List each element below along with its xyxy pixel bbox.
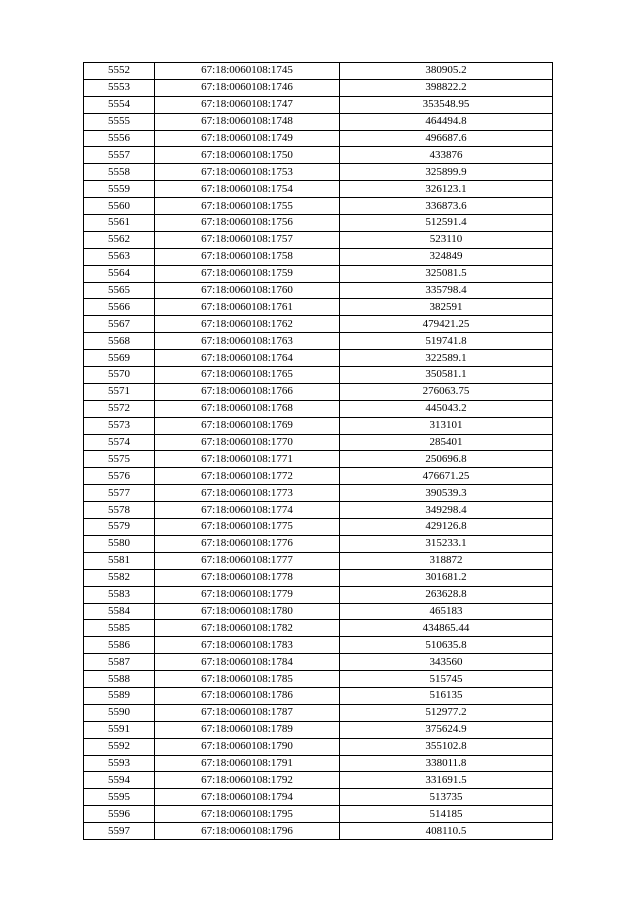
table-row bbox=[84, 79, 553, 96]
table-row bbox=[84, 181, 553, 198]
value-cell: 355102.8 bbox=[340, 738, 553, 755]
table-row bbox=[84, 265, 553, 282]
value-cell: 325899.9 bbox=[340, 164, 553, 181]
value-cell: 445043.2 bbox=[340, 400, 553, 417]
value-cell: 322589.1 bbox=[340, 350, 553, 367]
value-cell: 519741.8 bbox=[340, 333, 553, 350]
table-row bbox=[84, 721, 553, 738]
row-number-cell: 5578 bbox=[84, 502, 155, 519]
row-number-cell: 5558 bbox=[84, 164, 155, 181]
cadastral-number-cell: 67:18:0060108:1764 bbox=[155, 350, 340, 367]
table-row bbox=[84, 113, 553, 130]
cadastral-number-cell: 67:18:0060108:1778 bbox=[155, 569, 340, 586]
value-cell: 349298.4 bbox=[340, 502, 553, 519]
cadastral-number-cell: 67:18:0060108:1757 bbox=[155, 231, 340, 248]
value-cell: 250696.8 bbox=[340, 451, 553, 468]
row-number-cell: 5556 bbox=[84, 130, 155, 147]
row-number-cell: 5571 bbox=[84, 383, 155, 400]
row-number-cell: 5567 bbox=[84, 316, 155, 333]
cadastral-number-cell: 67:18:0060108:1772 bbox=[155, 468, 340, 485]
row-number-cell: 5591 bbox=[84, 721, 155, 738]
cadastral-number-cell: 67:18:0060108:1776 bbox=[155, 535, 340, 552]
value-cell: 285401 bbox=[340, 434, 553, 451]
cadastral-number-cell: 67:18:0060108:1789 bbox=[155, 721, 340, 738]
table-row bbox=[84, 485, 553, 502]
cadastral-number-cell: 67:18:0060108:1790 bbox=[155, 738, 340, 755]
cadastral-number-cell: 67:18:0060108:1747 bbox=[155, 96, 340, 113]
row-number-cell: 5572 bbox=[84, 400, 155, 417]
value-cell: 276063.75 bbox=[340, 383, 553, 400]
table-row bbox=[84, 620, 553, 637]
table-row bbox=[84, 383, 553, 400]
value-cell: 335798.4 bbox=[340, 282, 553, 299]
value-cell: 512977.2 bbox=[340, 704, 553, 721]
cadastral-number-cell: 67:18:0060108:1769 bbox=[155, 417, 340, 434]
row-number-cell: 5585 bbox=[84, 620, 155, 637]
table-row bbox=[84, 704, 553, 721]
row-number-cell: 5586 bbox=[84, 637, 155, 654]
cadastral-number-cell: 67:18:0060108:1768 bbox=[155, 400, 340, 417]
row-number-cell: 5582 bbox=[84, 569, 155, 586]
row-number-cell: 5570 bbox=[84, 367, 155, 384]
value-cell: 390539.3 bbox=[340, 485, 553, 502]
table-row bbox=[84, 434, 553, 451]
cadastral-number-cell: 67:18:0060108:1796 bbox=[155, 823, 340, 840]
row-number-cell: 5592 bbox=[84, 738, 155, 755]
table-row bbox=[84, 502, 553, 519]
cadastral-number-cell: 67:18:0060108:1754 bbox=[155, 181, 340, 198]
table-row bbox=[84, 96, 553, 113]
cadastral-number-cell: 67:18:0060108:1782 bbox=[155, 620, 340, 637]
value-cell: 343560 bbox=[340, 654, 553, 671]
cadastral-number-cell: 67:18:0060108:1792 bbox=[155, 772, 340, 789]
row-number-cell: 5593 bbox=[84, 755, 155, 772]
cadastral-number-cell: 67:18:0060108:1765 bbox=[155, 367, 340, 384]
row-number-cell: 5555 bbox=[84, 113, 155, 130]
row-number-cell: 5584 bbox=[84, 603, 155, 620]
value-cell: 375624.9 bbox=[340, 721, 553, 738]
cadastral-number-cell: 67:18:0060108:1762 bbox=[155, 316, 340, 333]
table-row bbox=[84, 552, 553, 569]
row-number-cell: 5559 bbox=[84, 181, 155, 198]
table-row bbox=[84, 63, 553, 80]
row-number-cell: 5565 bbox=[84, 282, 155, 299]
table-row bbox=[84, 755, 553, 772]
row-number-cell: 5589 bbox=[84, 687, 155, 704]
row-number-cell: 5561 bbox=[84, 215, 155, 232]
cadastral-number-cell: 67:18:0060108:1760 bbox=[155, 282, 340, 299]
value-cell: 464494.8 bbox=[340, 113, 553, 130]
cadastral-number-cell: 67:18:0060108:1783 bbox=[155, 637, 340, 654]
table-row bbox=[84, 248, 553, 265]
value-cell: 512591.4 bbox=[340, 215, 553, 232]
table-row bbox=[84, 586, 553, 603]
row-number-cell: 5553 bbox=[84, 79, 155, 96]
table-row bbox=[84, 738, 553, 755]
value-cell: 350581.1 bbox=[340, 367, 553, 384]
cadastral-number-cell: 67:18:0060108:1753 bbox=[155, 164, 340, 181]
table-row bbox=[84, 569, 553, 586]
cadastral-number-cell: 67:18:0060108:1766 bbox=[155, 383, 340, 400]
table-row bbox=[84, 231, 553, 248]
value-cell: 496687.6 bbox=[340, 130, 553, 147]
table-row bbox=[84, 806, 553, 823]
row-number-cell: 5577 bbox=[84, 485, 155, 502]
value-cell: 263628.8 bbox=[340, 586, 553, 603]
row-number-cell: 5562 bbox=[84, 231, 155, 248]
table-row bbox=[84, 147, 553, 164]
table-row bbox=[84, 789, 553, 806]
table-row bbox=[84, 654, 553, 671]
table-row bbox=[84, 823, 553, 840]
row-number-cell: 5595 bbox=[84, 789, 155, 806]
value-cell: 331691.5 bbox=[340, 772, 553, 789]
table-row bbox=[84, 519, 553, 536]
row-number-cell: 5563 bbox=[84, 248, 155, 265]
value-cell: 433876 bbox=[340, 147, 553, 164]
cadastral-number-cell: 67:18:0060108:1756 bbox=[155, 215, 340, 232]
value-cell: 380905.2 bbox=[340, 63, 553, 80]
table-row bbox=[84, 671, 553, 688]
row-number-cell: 5580 bbox=[84, 535, 155, 552]
row-number-cell: 5583 bbox=[84, 586, 155, 603]
cadastral-number-cell: 67:18:0060108:1775 bbox=[155, 519, 340, 536]
cadastral-number-cell: 67:18:0060108:1770 bbox=[155, 434, 340, 451]
cadastral-number-cell: 67:18:0060108:1758 bbox=[155, 248, 340, 265]
value-cell: 324849 bbox=[340, 248, 553, 265]
cadastral-number-cell: 67:18:0060108:1785 bbox=[155, 671, 340, 688]
table-row bbox=[84, 316, 553, 333]
value-cell: 465183 bbox=[340, 603, 553, 620]
value-cell: 325081.5 bbox=[340, 265, 553, 282]
value-cell: 326123.1 bbox=[340, 181, 553, 198]
row-number-cell: 5596 bbox=[84, 806, 155, 823]
cadastral-number-cell: 67:18:0060108:1750 bbox=[155, 147, 340, 164]
value-cell: 313101 bbox=[340, 417, 553, 434]
table-row bbox=[84, 299, 553, 316]
cadastral-number-cell: 67:18:0060108:1786 bbox=[155, 687, 340, 704]
value-cell: 434865.44 bbox=[340, 620, 553, 637]
value-cell: 516135 bbox=[340, 687, 553, 704]
row-number-cell: 5568 bbox=[84, 333, 155, 350]
table-row bbox=[84, 451, 553, 468]
row-number-cell: 5579 bbox=[84, 519, 155, 536]
table-row bbox=[84, 164, 553, 181]
table-row bbox=[84, 215, 553, 232]
value-cell: 523110 bbox=[340, 231, 553, 248]
cadastral-number-cell: 67:18:0060108:1755 bbox=[155, 198, 340, 215]
row-number-cell: 5587 bbox=[84, 654, 155, 671]
row-number-cell: 5569 bbox=[84, 350, 155, 367]
value-cell: 336873.6 bbox=[340, 198, 553, 215]
row-number-cell: 5581 bbox=[84, 552, 155, 569]
table-row bbox=[84, 772, 553, 789]
value-cell: 513735 bbox=[340, 789, 553, 806]
cadastral-number-cell: 67:18:0060108:1771 bbox=[155, 451, 340, 468]
value-cell: 479421.25 bbox=[340, 316, 553, 333]
row-number-cell: 5575 bbox=[84, 451, 155, 468]
value-cell: 476671.25 bbox=[340, 468, 553, 485]
data-table bbox=[83, 62, 553, 840]
table-row bbox=[84, 333, 553, 350]
value-cell: 429126.8 bbox=[340, 519, 553, 536]
cadastral-number-cell: 67:18:0060108:1748 bbox=[155, 113, 340, 130]
cadastral-number-cell: 67:18:0060108:1779 bbox=[155, 586, 340, 603]
value-cell: 398822.2 bbox=[340, 79, 553, 96]
value-cell: 318872 bbox=[340, 552, 553, 569]
value-cell: 514185 bbox=[340, 806, 553, 823]
table-row bbox=[84, 130, 553, 147]
cadastral-number-cell: 67:18:0060108:1749 bbox=[155, 130, 340, 147]
cadastral-number-cell: 67:18:0060108:1795 bbox=[155, 806, 340, 823]
value-cell: 338011.8 bbox=[340, 755, 553, 772]
cadastral-number-cell: 67:18:0060108:1761 bbox=[155, 299, 340, 316]
row-number-cell: 5552 bbox=[84, 63, 155, 80]
row-number-cell: 5588 bbox=[84, 671, 155, 688]
row-number-cell: 5564 bbox=[84, 265, 155, 282]
table-row bbox=[84, 367, 553, 384]
table-row bbox=[84, 687, 553, 704]
cadastral-number-cell: 67:18:0060108:1791 bbox=[155, 755, 340, 772]
cadastral-number-cell: 67:18:0060108:1774 bbox=[155, 502, 340, 519]
table-row bbox=[84, 637, 553, 654]
row-number-cell: 5597 bbox=[84, 823, 155, 840]
row-number-cell: 5590 bbox=[84, 704, 155, 721]
cadastral-number-cell: 67:18:0060108:1773 bbox=[155, 485, 340, 502]
cadastral-number-cell: 67:18:0060108:1745 bbox=[155, 63, 340, 80]
value-cell: 301681.2 bbox=[340, 569, 553, 586]
row-number-cell: 5573 bbox=[84, 417, 155, 434]
value-cell: 408110.5 bbox=[340, 823, 553, 840]
value-cell: 510635.8 bbox=[340, 637, 553, 654]
table-row bbox=[84, 535, 553, 552]
row-number-cell: 5554 bbox=[84, 96, 155, 113]
value-cell: 315233.1 bbox=[340, 535, 553, 552]
table-row bbox=[84, 198, 553, 215]
cadastral-number-cell: 67:18:0060108:1777 bbox=[155, 552, 340, 569]
cadastral-number-cell: 67:18:0060108:1784 bbox=[155, 654, 340, 671]
value-cell: 515745 bbox=[340, 671, 553, 688]
table-row bbox=[84, 350, 553, 367]
table-row bbox=[84, 400, 553, 417]
cadastral-number-cell: 67:18:0060108:1787 bbox=[155, 704, 340, 721]
value-cell: 382591 bbox=[340, 299, 553, 316]
table-row bbox=[84, 417, 553, 434]
row-number-cell: 5594 bbox=[84, 772, 155, 789]
cadastral-number-cell: 67:18:0060108:1763 bbox=[155, 333, 340, 350]
row-number-cell: 5576 bbox=[84, 468, 155, 485]
row-number-cell: 5574 bbox=[84, 434, 155, 451]
table-row bbox=[84, 468, 553, 485]
table-body bbox=[84, 63, 553, 840]
table-row bbox=[84, 282, 553, 299]
table-row bbox=[84, 603, 553, 620]
cadastral-number-cell: 67:18:0060108:1794 bbox=[155, 789, 340, 806]
row-number-cell: 5566 bbox=[84, 299, 155, 316]
cadastral-number-cell: 67:18:0060108:1780 bbox=[155, 603, 340, 620]
row-number-cell: 5557 bbox=[84, 147, 155, 164]
row-number-cell: 5560 bbox=[84, 198, 155, 215]
value-cell: 353548.95 bbox=[340, 96, 553, 113]
cadastral-number-cell: 67:18:0060108:1759 bbox=[155, 265, 340, 282]
cadastral-number-cell: 67:18:0060108:1746 bbox=[155, 79, 340, 96]
